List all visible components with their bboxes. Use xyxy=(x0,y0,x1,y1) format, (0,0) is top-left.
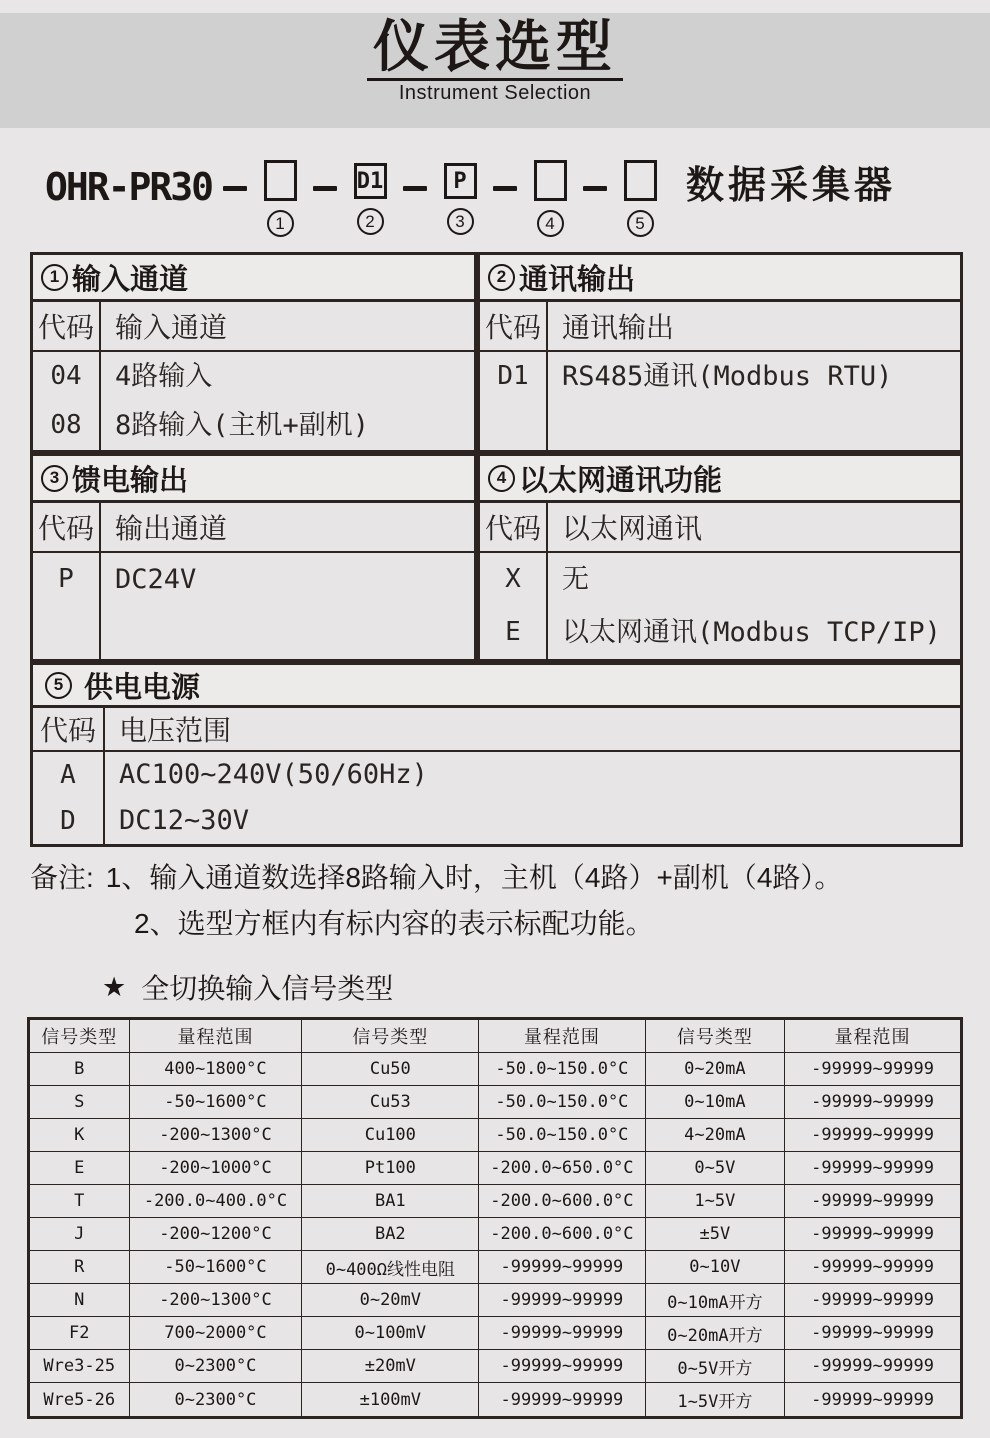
code-value: A xyxy=(60,760,76,790)
note-line-1 xyxy=(30,855,963,901)
signal-type-cell: 0~5V开方 xyxy=(646,1350,786,1383)
model-prefix: OHR-PR30 xyxy=(45,165,213,209)
main-content xyxy=(30,252,963,1419)
signal-heading-text: 全切换输入信号类型 xyxy=(141,973,394,1004)
page-subtitle: Instrument Selection xyxy=(398,82,592,105)
code-header: 代码 xyxy=(480,302,548,352)
desc-header: 以太网通讯 xyxy=(548,503,960,553)
signal-range-cell: 0~2300°C xyxy=(130,1383,303,1416)
signal-type-cell: 0~20mV xyxy=(302,1284,479,1317)
signal-type-cell: K xyxy=(30,1119,130,1152)
signal-type-cell: BA2 xyxy=(302,1218,479,1251)
signal-table-heading xyxy=(30,967,963,1007)
signal-type-cell: 0~20mA xyxy=(646,1053,786,1086)
circled-number: 4 xyxy=(488,465,515,492)
code-column xyxy=(480,352,548,450)
signal-range-cell: -200~1000°C xyxy=(130,1152,303,1185)
dash-separator xyxy=(583,186,607,191)
circled-number: 3 xyxy=(41,465,68,492)
model-code-box xyxy=(264,160,297,201)
signal-range-cell: -200~1300°C xyxy=(130,1119,303,1152)
code-header: 代码 xyxy=(33,503,101,553)
section-title-text: 输入通道 xyxy=(72,263,189,296)
signal-type-cell: 0~10V xyxy=(646,1251,786,1284)
section-title-text: 通讯输出 xyxy=(519,263,636,296)
desc-column xyxy=(548,553,960,659)
signal-range-cell: -200~1200°C xyxy=(130,1218,303,1251)
signal-type-cell: B xyxy=(30,1053,130,1086)
signal-range-cell: -99999~99999 xyxy=(811,1389,934,1410)
signal-range-cell: -200.0~600.0°C xyxy=(479,1185,645,1218)
desc-value: RS485通讯(Modbus RTU) xyxy=(562,361,893,392)
signal-range-cell: -99999~99999 xyxy=(479,1383,645,1416)
desc-value: 以太网通讯(Modbus TCP/IP) xyxy=(562,617,941,648)
section-table xyxy=(480,503,960,659)
signal-type-cell: Pt100 xyxy=(302,1152,479,1185)
signal-range-cell: -99999~99999 xyxy=(785,1350,960,1383)
code-header: 代码 xyxy=(33,302,101,352)
desc-header: 通讯输出 xyxy=(548,302,960,352)
section-ethernet xyxy=(477,453,963,662)
model-slot-2 xyxy=(348,160,392,235)
section-title xyxy=(480,255,960,302)
signal-range-cell: -99999~99999 xyxy=(785,1086,960,1119)
section-table xyxy=(33,708,960,844)
code-value: X xyxy=(505,564,521,594)
signal-range-cell: -99999~99999 xyxy=(785,1251,960,1284)
model-code-box: P xyxy=(444,163,477,199)
signal-type-cell: Cu50 xyxy=(302,1053,479,1086)
signal-table-header: 信号类型 xyxy=(646,1020,786,1053)
desc-column xyxy=(101,352,474,450)
signal-range-cell: -200.0~400.0°C xyxy=(130,1185,303,1218)
signal-range-cell: -99999~99999 xyxy=(479,1350,645,1383)
desc-value: DC24V xyxy=(115,564,197,595)
code-value: P xyxy=(58,564,74,594)
model-suffix: 数据采集器 xyxy=(686,165,897,207)
model-slot-3 xyxy=(438,160,482,235)
model-slot-4 xyxy=(528,160,572,237)
signal-type-cell: T xyxy=(30,1185,130,1218)
section-title-text: 以太网通讯功能 xyxy=(519,464,723,497)
signal-type-cell: 4~20mA xyxy=(646,1119,786,1152)
signal-type-cell: Wre5-26 xyxy=(30,1383,130,1416)
circled-number: 5 xyxy=(627,210,654,237)
signal-type-cell: J xyxy=(30,1218,130,1251)
code-value: D1 xyxy=(497,361,529,391)
model-code-box: D1 xyxy=(354,163,387,199)
page-title: 仪表选型 xyxy=(367,17,623,81)
circled-number: 4 xyxy=(537,210,564,237)
signal-range-cell: -99999~99999 xyxy=(785,1152,960,1185)
selection-row-1 xyxy=(30,252,963,453)
signal-table-header: 量程范围 xyxy=(479,1020,645,1053)
signal-range-cell: 400~1800°C xyxy=(130,1053,303,1086)
code-column xyxy=(33,352,101,450)
desc-value: DC12~30V xyxy=(119,805,250,836)
section-power-supply xyxy=(30,662,963,847)
code-value: E xyxy=(505,617,521,647)
star-icon: ★ xyxy=(102,971,127,1002)
signal-range-cell: -99999~99999 xyxy=(785,1284,960,1317)
signal-type-cell: Cu100 xyxy=(302,1119,479,1152)
section-title xyxy=(33,665,960,708)
dash-separator xyxy=(223,186,247,191)
signal-range-cell: -50.0~150.0°C xyxy=(479,1086,645,1119)
section-title xyxy=(33,255,474,302)
signal-type-cell: N xyxy=(30,1284,130,1317)
notes-label: 备注: xyxy=(30,862,94,893)
signal-type-cell: ±20mV xyxy=(302,1350,479,1383)
signal-type-cell: Wre3-25 xyxy=(30,1350,130,1383)
signal-range-cell: -200~1300°C xyxy=(130,1284,303,1317)
section-feed-output xyxy=(30,453,477,662)
desc-value: 8路输入(主机+副机) xyxy=(115,410,370,441)
selection-row-3 xyxy=(30,662,963,847)
desc-header: 电压范围 xyxy=(105,708,960,752)
signal-type-cell: 0~5V xyxy=(646,1152,786,1185)
code-value: D xyxy=(60,806,76,836)
selection-row-2 xyxy=(30,453,963,662)
circled-number: 5 xyxy=(45,672,72,699)
section-title-text: 馈电输出 xyxy=(72,464,189,497)
notes xyxy=(30,855,963,947)
section-comm-output xyxy=(477,252,963,453)
section-title xyxy=(33,456,474,503)
signal-table-header: 量程范围 xyxy=(130,1020,303,1053)
model-code-box xyxy=(534,160,567,201)
desc-column xyxy=(101,553,474,659)
note-text: 1、输入通道数选择8路输入时，主机（4路）+副机（4路）。 xyxy=(105,862,843,893)
circled-number: 1 xyxy=(41,264,68,291)
signal-range-cell: -99999~99999 xyxy=(479,1284,645,1317)
signal-type-cell: S xyxy=(30,1086,130,1119)
model-code-row xyxy=(45,160,896,237)
signal-type-cell: 1~5V xyxy=(646,1185,786,1218)
section-table xyxy=(33,302,474,450)
signal-range-cell: -99999~99999 xyxy=(785,1218,960,1251)
signal-type-cell: E xyxy=(30,1152,130,1185)
signal-range-cell: -99999~99999 xyxy=(479,1251,645,1284)
code-column xyxy=(33,553,101,659)
signal-range-cell: -200.0~600.0°C xyxy=(479,1218,645,1251)
signal-range-cell: -50.0~150.0°C xyxy=(479,1053,645,1086)
section-table xyxy=(480,302,960,450)
desc-value: 无 xyxy=(562,564,589,595)
title-banner xyxy=(0,13,990,128)
desc-column xyxy=(548,352,960,450)
signal-range-cell: -99999~99999 xyxy=(785,1053,960,1086)
section-input-channel xyxy=(30,252,477,453)
signal-range-cell: -99999~99999 xyxy=(785,1185,960,1218)
circled-number: 2 xyxy=(488,264,515,291)
code-header: 代码 xyxy=(33,708,105,752)
desc-header: 输入通道 xyxy=(101,302,474,352)
code-column xyxy=(480,553,548,659)
signal-range-cell: -99999~99999 xyxy=(785,1317,960,1350)
signal-type-cell: 0~400Ω线性电阻 xyxy=(302,1251,479,1284)
signal-type-cell: 0~10mA开方 xyxy=(646,1284,786,1317)
model-slot-1 xyxy=(258,160,302,237)
signal-type-cell: F2 xyxy=(30,1317,130,1350)
desc-value: AC100~240V(50/60Hz) xyxy=(119,759,428,790)
signal-type-cell: 0~100mV xyxy=(302,1317,479,1350)
section-title-text: 供电电源 xyxy=(84,671,201,704)
signal-table-header: 信号类型 xyxy=(302,1020,479,1053)
desc-header: 输出通道 xyxy=(101,503,474,553)
code-value: 08 xyxy=(50,410,82,440)
signal-range-cell: -50~1600°C xyxy=(130,1086,303,1119)
signal-range-cell: -200.0~650.0°C xyxy=(479,1152,645,1185)
signal-type-cell: ±100mV xyxy=(302,1383,479,1416)
section-table xyxy=(33,503,474,659)
signal-type-cell: R xyxy=(30,1251,130,1284)
circled-number: 2 xyxy=(357,208,384,235)
model-code-box xyxy=(624,160,657,201)
signal-table-header: 信号类型 xyxy=(30,1020,130,1053)
signal-range-cell: -99999~99999 xyxy=(785,1119,960,1152)
code-column xyxy=(33,752,105,844)
code-header: 代码 xyxy=(480,503,548,553)
signal-type-cell: 0~20mA开方 xyxy=(646,1317,786,1350)
dash-separator xyxy=(493,186,517,191)
signal-type-cell: 1~5V开方 xyxy=(646,1383,786,1416)
signal-type-cell: ±5V xyxy=(646,1218,786,1251)
signal-range-cell: -50.0~150.0°C xyxy=(479,1119,645,1152)
dash-separator xyxy=(313,186,337,191)
signal-range-cell: -99999~99999 xyxy=(479,1317,645,1350)
dash-separator xyxy=(403,186,427,191)
signal-range-cell: -50~1600°C xyxy=(130,1251,303,1284)
circled-number: 1 xyxy=(267,210,294,237)
signal-type-cell: 0~10mA xyxy=(646,1086,786,1119)
signal-table xyxy=(27,1017,963,1419)
note-line-2: 2、选型方框内有标内容的表示标配功能。 xyxy=(134,908,654,939)
signal-table-header: 量程范围 xyxy=(785,1020,960,1053)
section-title xyxy=(480,456,960,503)
desc-column xyxy=(105,752,960,844)
signal-range-cell: 0~2300°C xyxy=(130,1350,303,1383)
code-value: 04 xyxy=(50,361,82,391)
signal-type-cell: Cu53 xyxy=(302,1086,479,1119)
model-slot-5 xyxy=(618,160,662,237)
desc-value: 4路输入 xyxy=(115,361,213,392)
signal-type-cell: BA1 xyxy=(302,1185,479,1218)
circled-number: 3 xyxy=(447,208,474,235)
signal-range-cell: 700~2000°C xyxy=(130,1317,303,1350)
